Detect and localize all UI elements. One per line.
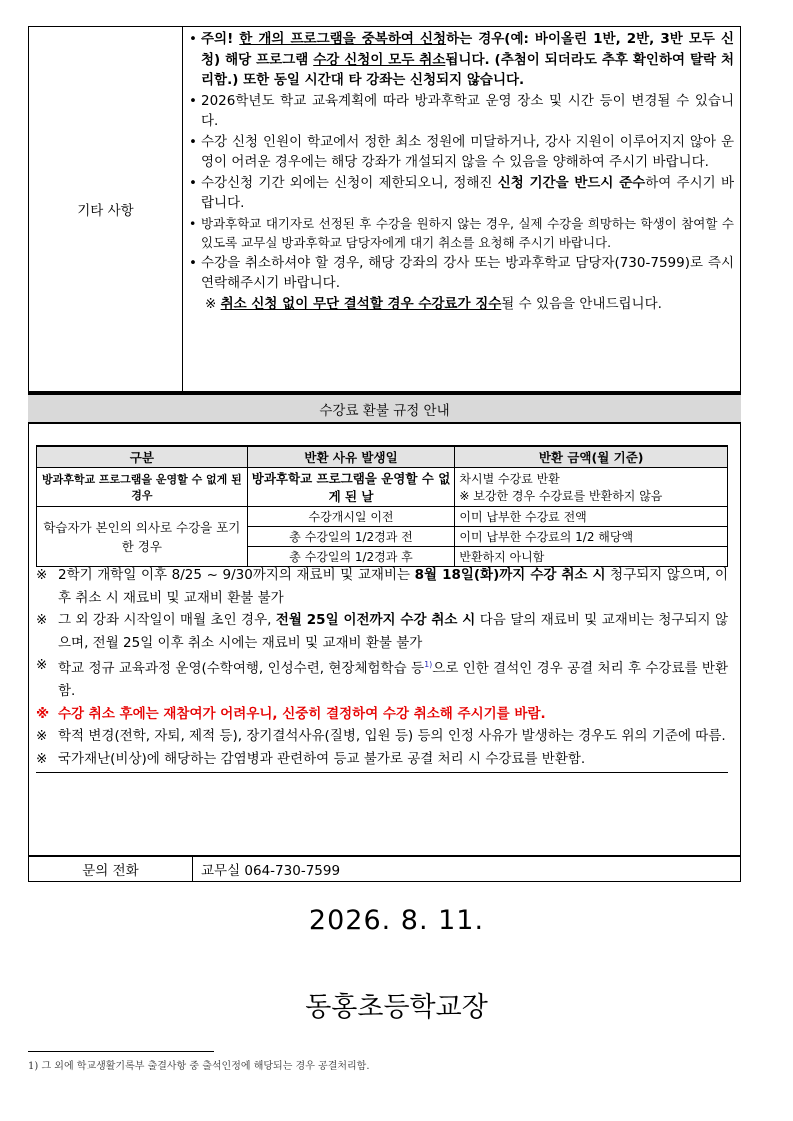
table-header-row [37, 446, 728, 468]
bullet-text: 2026학년도 학교 교육계획에 따라 방과후학교 운영 장소 및 시간 등이 변경될 수 있습니다. [201, 92, 734, 129]
refund-note [36, 654, 728, 703]
row-date: 방과후학교 프로그램을 운영할 수 없게 된 날 [247, 468, 455, 507]
emphasis-text: 수강 신청이 모두 취소 [313, 51, 446, 68]
note-mark: ※ [36, 657, 48, 673]
refund-table [36, 445, 728, 567]
row-amount [455, 468, 728, 507]
emphasis-text: 한 개의 프로그램을 중복하여 신청 [239, 31, 447, 47]
bullet-icon: • [189, 254, 197, 271]
contact-label: 문의 전화 [29, 857, 193, 881]
row-category: 학습자가 본인의 의사로 수강을 포기한 경우 [37, 507, 248, 567]
note-mark: ※ [36, 567, 48, 583]
emphasis-text: 전월 25일 이전까지 수강 취소 시 [275, 612, 476, 628]
bullet-icon: • [189, 174, 197, 191]
row-category: 방과후학교 프로그램을 운영할 수 없게 된 경우 [37, 468, 248, 507]
note-mark: ※ [36, 728, 48, 744]
body-text: 하여 주시기 바랍니다. [201, 174, 734, 211]
body-text: 될 수 있음을 안내드립니다. [501, 295, 662, 312]
emphasis-text: 8월 18일(화)까지 수강 취소 시 [414, 567, 606, 583]
bullet-icon: • [189, 215, 197, 231]
etc-label: 기타 사항 [29, 27, 183, 391]
row-date: 총 수강일의 1/2경과 후 [247, 547, 455, 567]
body-text: 다음 달의 재료비 및 교재비는 청구되지 않으며, 전월 25일 이후 취소 시에는 재료비 및 교재비 환불 불가 [58, 612, 728, 651]
note-mark: ※ [36, 705, 50, 722]
header-category: 구분 [37, 446, 248, 468]
etc-bullet-duplicate [189, 29, 734, 91]
note-mark: ※ [36, 612, 48, 628]
body-text: 2학기 개학일 이후 8/25 ~ 9/30까지의 재료비 및 교재비는 [58, 567, 415, 583]
refund-note [36, 725, 728, 748]
contact-phone: 교무실 064-730-7599 [201, 863, 341, 879]
refund-section [28, 392, 741, 856]
body-text: 학교 정규 교육과정 운영(수학여행, 인성수련, 현장체험학습 등 [58, 660, 425, 677]
refund-notes [36, 564, 728, 773]
refund-note [36, 564, 728, 609]
warning-text: 주의! [201, 31, 240, 47]
header-date: 반환 사유 발생일 [247, 446, 455, 468]
refund-note [36, 609, 728, 654]
etc-section [28, 26, 741, 392]
body-text: 됩니다. (추첨이 되더라도 추후 확인하여 탈락 처리함.) 또한 동일 시간대 타 강좌는 신청되지 않습니다. [201, 51, 734, 88]
body-text: 으로 인한 결석인 경우 공결 처리 후 수강료를 반환함. [58, 660, 729, 699]
note-mark: ※ [36, 750, 48, 767]
bullet-text: 수강 신청 인원이 학교에서 정한 최소 정원에 미달하거나, 강사 지원이 이루어지지 않아 운영이 어려운 경우에는 해당 강좌가 개설되지 않을 수 있음을 양해하여 주시기 바랍니다. [201, 133, 734, 170]
refund-note [36, 748, 728, 771]
body-text: 청구되지 않으며, 이후 취소 시 재료비 및 교재비 환불 불가 [58, 567, 728, 606]
note-mark: ※ [205, 295, 221, 312]
refund-note [36, 703, 728, 726]
divider [36, 772, 728, 773]
etc-bullet-schedule [189, 91, 734, 132]
issue-date: 2026. 8. 11. [308, 905, 485, 936]
row-amount: 이미 납부한 수강료의 1/2 해당액 [455, 527, 728, 547]
body-text: 국가재난(비상)에 해당하는 감염병과 관련하여 등교 불가로 공결 처리 시 수강료를 반환함. [58, 750, 586, 767]
body-text: 그 외 강좌 시작일이 매월 초인 경우, [58, 612, 276, 628]
bullet-icon: • [189, 133, 197, 150]
bullet-text: 방과후학교 대기자로 선정된 후 수강을 원하지 않는 경우, 실제 수강을 희망하는 학생이 참여할 수 있도록 교무실 방과후학교 담당자에게 대기 취소를 요청해 주시기 바랍니다. [201, 215, 734, 250]
etc-absence-note [189, 294, 734, 314]
amount-text: 차시별 수강료 반환 [459, 472, 560, 486]
body-text: 학적 변경(전학, 자퇴, 제적 등), 장기결석사유(질병, 입원 등) 등의 인정 사유가 발생하는 경우도 위의 기준에 따름. [58, 728, 726, 744]
etc-bullet-cancel [189, 253, 734, 294]
row-amount: 반환하지 아니함 [455, 547, 728, 567]
emphasis-text: 취소 신청 없이 무단 결석할 경우 수강료가 징수 [220, 295, 502, 312]
etc-bullet-minimum [189, 132, 734, 173]
warning-text: 수강 취소 후에는 재참여가 어려우니, 신중히 결정하여 수강 취소해 주시기를 바람. [58, 705, 546, 722]
etc-bullet-waitlist [189, 214, 734, 253]
row-date: 수강개시일 이전 [247, 507, 455, 527]
bullet-icon: • [189, 92, 197, 109]
bullet-icon: • [189, 31, 197, 47]
etc-content [183, 27, 740, 391]
body-text: 수강신청 기간 외에는 신청이 제한되오니, 정해진 [201, 174, 498, 191]
etc-bullet-period [189, 173, 734, 214]
footnote: 1) 그 외에 학교생활기록부 출결사항 중 출석인정에 해당되는 경우 공결처리함. [28, 1061, 370, 1072]
emphasis-text: 신청 기간을 반드시 준수 [497, 174, 646, 191]
body-text: 하는 경우(예: 바이올린 1반, 2반, 3반 모두 신청) 해당 프로그램 [201, 31, 734, 68]
header-amount: 반환 금액(월 기준) [455, 446, 728, 468]
table-row [37, 468, 728, 507]
row-amount: 이미 납부한 수강료 전액 [455, 507, 728, 527]
footnote-divider [28, 1051, 214, 1052]
table-row [37, 507, 728, 527]
school-principal: 동홍초등학교장 [305, 992, 488, 1023]
contact-row [28, 856, 741, 882]
refund-title: 수강료 환불 규정 안내 [28, 393, 741, 424]
amount-note: ※ 보강한 경우 수강료를 반환하지 않음 [459, 489, 663, 503]
footnote-ref[interactable]: 1) [424, 660, 433, 669]
row-date: 총 수강일의 1/2경과 전 [247, 527, 455, 547]
bullet-text: 수강을 취소하셔야 할 경우, 해당 강좌의 강사 또는 방과후학교 담당자(730-7599)로 즉시 연락해주시기 바랍니다. [201, 254, 734, 291]
